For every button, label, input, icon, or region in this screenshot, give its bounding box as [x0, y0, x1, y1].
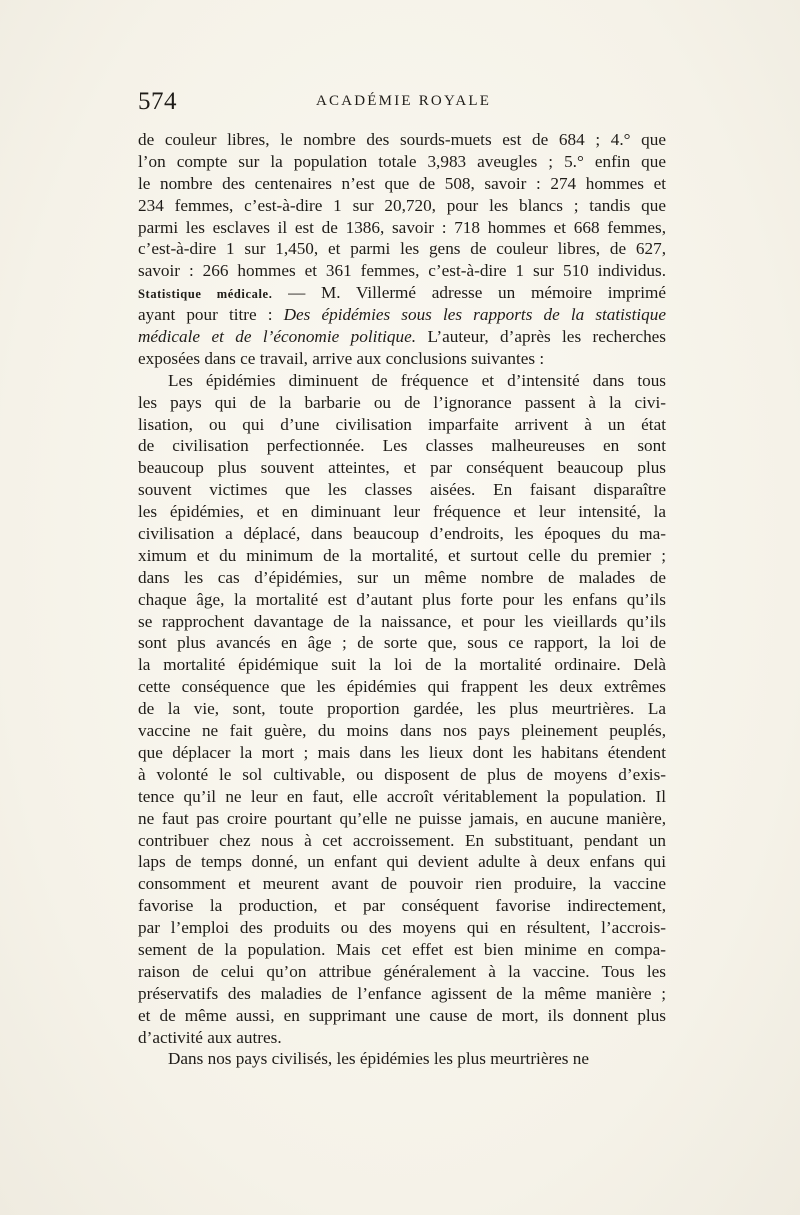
text-line: 234 femmes, c’est-à-dire 1 sur 20,720, pour les blancs ; tandis que: [138, 195, 666, 215]
text-line: l’on compte sur la population totale 3,983 aveugles ; 5.° enfin que: [138, 151, 666, 171]
title-prefix: ayant pour titre :: [138, 305, 284, 325]
paragraph-line: civilisation a déplacé, dans beaucoup d’endroits, les époques du ma-: [138, 524, 666, 544]
body-text: [138, 129, 666, 1070]
running-head: ACADÉMIE ROYALE: [316, 93, 492, 109]
title-line: [138, 326, 666, 348]
paragraph-line: beaucoup plus souvent atteintes, et par conséquent beaucoup plus: [138, 458, 666, 478]
paragraph-line: d’activité aux autres.: [138, 1027, 282, 1047]
text-line: exposées dans ce travail, arrive aux conclusions suivantes :: [138, 348, 545, 368]
paragraph-line: tence qu’il ne leur en faut, elle accroît véritablement la population. Il: [138, 786, 666, 806]
title-line: [138, 304, 666, 326]
paragraph-line: laps de temps donné, un enfant qui devient adulte à deux enfans qui: [138, 852, 666, 872]
paragraph-line: la mortalité épidémique suit la loi de la mortalité ordinaire. Delà: [138, 655, 666, 675]
paragraph-line: vaccine ne fait guère, du moins dans nos pays pleinement peuplés,: [138, 721, 666, 741]
paragraph-line: à volonté le sol cultivable, ou disposent de plus de moyens d’exis-: [138, 764, 666, 784]
paragraph-line: et de même aussi, en supprimant une cause de mort, ils donnent plus: [138, 1005, 666, 1025]
final-line: Dans nos pays civilisés, les épidémies les plus meurtrières ne: [168, 1049, 590, 1069]
paragraph-line: lisation, ou qui d’une civilisation imparfaite arrivent à un état: [138, 414, 666, 434]
paragraph-line: raison de celui qu’on attribue généralement à la vaccine. Tous les: [138, 961, 666, 981]
paragraph-line: cette conséquence que les épidémies qui frappent les deux extrêmes: [138, 677, 666, 697]
memoir-title-part-1: Des épidémies sous les rapports de la statistique: [283, 305, 666, 325]
section-heading-line: [138, 282, 666, 304]
paragraph-line: de la vie, sont, toute proportion gardée, les plus meurtrières. La: [138, 699, 666, 719]
paragraph-line: préservatifs des maladies de l’enfance agissent de la même manière ;: [138, 983, 666, 1003]
title-suffix: L’auteur, d’après les recherches: [416, 327, 666, 347]
paragraph-line: les pays qui de la barbarie ou de l’ignorance passent à la civi-: [138, 392, 666, 412]
paragraph-line: consomment et meurent avant de pouvoir rien produire, la vaccine: [138, 874, 666, 894]
paragraph-line: que déplacer la mort ; mais dans les lieux dont les habitans étendent: [138, 742, 666, 762]
section-intro: — M. Villermé adresse un mémoire imprimé: [272, 283, 666, 303]
paragraph-line: souvent victimes que les classes aisées. En faisant disparaître: [138, 480, 666, 500]
page-header: [138, 88, 673, 118]
paragraph-line: dans les cas d’épidémies, sur un même nombre de malades de: [138, 567, 666, 587]
paragraph-line: sement de la population. Mais cet effet est bien minime en compa-: [138, 939, 666, 959]
paragraph-line: ximum et du minimum de la mortalité, et surtout celle du premier ;: [138, 545, 666, 565]
paragraph-line: Les épidémies diminuent de fréquence et d’intensité dans tous: [168, 370, 666, 390]
text-line: savoir : 266 hommes et 361 femmes, c’est-à-dire 1 sur 510 individus.: [138, 261, 666, 281]
paragraph-line: les épidémies, et en diminuant leur fréquence et leur intensité, la: [138, 502, 666, 522]
text-line: le nombre des centenaires n’est que de 508, savoir : 274 hommes et: [138, 173, 666, 193]
paragraph-line: ne faut pas croire pourtant qu’elle ne puisse jamais, en aucune manière,: [138, 808, 666, 828]
conclusions-paragraph: [138, 370, 666, 1049]
text-line: parmi les esclaves il est de 1386, savoir : 718 hommes et 668 femmes,: [138, 217, 666, 237]
text-line: de couleur libres, le nombre des sourds-muets est de 684 ; 4.° que: [138, 130, 666, 149]
paragraph-line: favorise la production, et par conséquent favorise indirectement,: [138, 896, 666, 916]
paragraph-line: contribuer chez nous à cet accroissement. En substituant, pendant un: [138, 830, 666, 850]
paragraph-line: chaque âge, la mortalité est d’autant plus forte pour les enfans qu’ils: [138, 589, 666, 609]
paragraph-line: se rapprochent davantage de la naissance, et pour les vieillards qu’ils: [138, 611, 666, 631]
paragraph-line: sont plus avancés en âge ; de sorte que, sous ce rapport, la loi de: [138, 633, 666, 653]
page-number: 574: [138, 88, 177, 115]
text-line: c’est-à-dire 1 sur 1,450, et parmi les gens de couleur libres, de 627,: [138, 239, 666, 259]
section-label: Statistique médicale.: [138, 287, 273, 302]
memoir-title-part-2: médicale et de l’économie politique.: [138, 327, 417, 347]
paragraph-line: de civilisation perfectionnée. Les classes malheureuses en sont: [138, 436, 666, 456]
paragraph-line: par l’emploi des produits ou des moyens qui en résultent, l’accrois-: [138, 918, 666, 938]
